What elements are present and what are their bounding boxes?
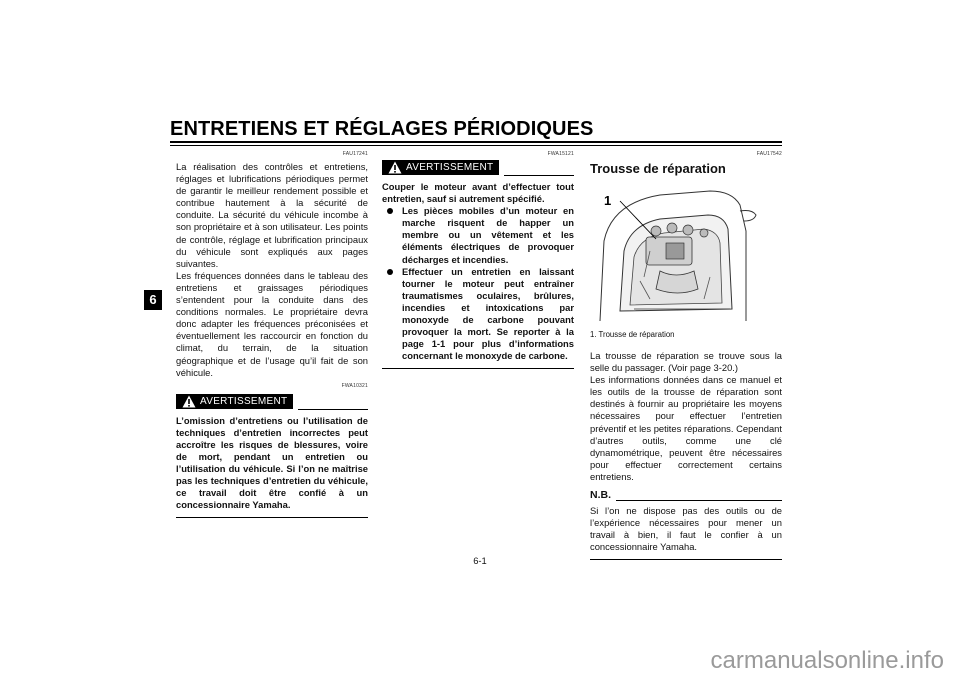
warning-bullets [382, 205, 574, 362]
location-paragraph: La trousse de réparation se trouve sous la selle du passager. (Voir page 3-20.) [590, 350, 782, 374]
figure-caption: 1. Trousse de réparation [590, 330, 675, 339]
tools-paragraph: Les informations données dans ce manuel et les outils de la trousse de réparation sont destinés à fournir au propriétaire les moyens nécessaires pour effectuer l’entretien préventif et les petites réparations. Cependant d’autres outils, comme une clé dynamométrique, peuvent être nécessaires pour effectuer correctement certains entretiens. [590, 374, 782, 482]
note-label: N.B. [590, 489, 611, 502]
intro-paragraph: La réalisation des contrôles et entretiens, réglages et lubrifications périodiques permet de garantir le meilleur rendement possible et contribue hautement à la sécurité de conduite. La sécurité du véhicule incombe à son propriétaire et à son utilisateur. Les points de contrôle, réglage et lubrification principaux du véhicule sont expliqués aux pages suivantes. [176, 161, 368, 269]
figure-callout: 1 [604, 193, 612, 208]
warning-triangle-icon [388, 161, 402, 174]
warning-badge [176, 394, 293, 409]
warning-rule [504, 175, 574, 176]
warning-label: AVERTISSEMENT [200, 395, 288, 407]
column-3 [590, 150, 782, 560]
seat-compartment-illustration [590, 181, 758, 327]
note-text: Si l’on ne dispose pas des outils ou de l’expérience nécessaires pour mener un travail à bien, il faut le confier à un concessionnaire Yamaha. [590, 505, 782, 553]
warning-text: L’omission d’entretiens ou l’utilisation de techniques d’entretien incorrectes peut accroître les risques de blessures, voire de mort, pendant un entretien ou l’utilisation du véhicule. Si l’on ne maîtrise pas les techniques d’entretien du véhicule, ce travail doit être confié à un concessionnaire Yamaha. [176, 414, 368, 511]
frequency-paragraph: Les fréquences données dans le tableau des entretiens et graissages périodiques s’entendent pour la conduite dans des conditions normales. Le propriétaire devra donc adapter les fréquences préconisées et éventuellement les raccourcir en fonction du climat, du terrain, de la situation géographique et de l’usage qu’il fait de son véhicule. [176, 269, 368, 378]
header-rule [170, 141, 782, 143]
section-title: Trousse de réparation [590, 161, 726, 176]
watermark: carmanualsonline.info [710, 647, 944, 674]
warning-intro: Couper le moteur avant d’effectuer tout entretien, sauf si autrement spécifié. [382, 181, 574, 205]
repair-kit-figure [590, 181, 758, 327]
note-rule [616, 500, 782, 501]
warning-code: FWA10321 [341, 382, 368, 389]
note-header [590, 489, 782, 503]
section-code: FAU17542 [756, 151, 782, 157]
column-2 [382, 150, 574, 369]
page-number: 6-1 [473, 555, 487, 566]
warning-end-rule [382, 368, 574, 369]
section-code: FAU17241 [342, 151, 368, 157]
header-rule-thin [170, 145, 782, 146]
note-end-rule [590, 559, 782, 560]
warning-code: FWA15121 [547, 151, 574, 157]
bullet-icon [387, 269, 393, 275]
list-item: Effectuer un entretien en laissant tourner le moteur peut entraîner traumatismes oculaires, brûlures, incendies et intoxications par monoxyde de carbone pouvant provoquer la mort. Se reporter à la page 1-1 pour plus d’informations concernant le monoxyde de carbone. [382, 266, 574, 363]
list-item: Les pièces mobiles d’un moteur en marche risquent de happer un membre ou un vêtement et les éléments électriques de provoquer décharges et incendies. [382, 205, 574, 265]
chapter-tab: 6 [144, 290, 162, 310]
page-title: ENTRETIENS ET RÉGLAGES PÉRIODIQUES [170, 118, 594, 140]
page-header [170, 118, 782, 140]
warning-badge [382, 160, 499, 175]
warning-triangle-icon [182, 395, 196, 408]
bullet-icon [387, 208, 393, 214]
warning-header [176, 394, 368, 412]
warning-rule [298, 409, 368, 410]
column-1 [176, 150, 368, 518]
warning-header [382, 160, 574, 178]
warning-label: AVERTISSEMENT [406, 162, 494, 173]
warning-end-rule [176, 517, 368, 518]
